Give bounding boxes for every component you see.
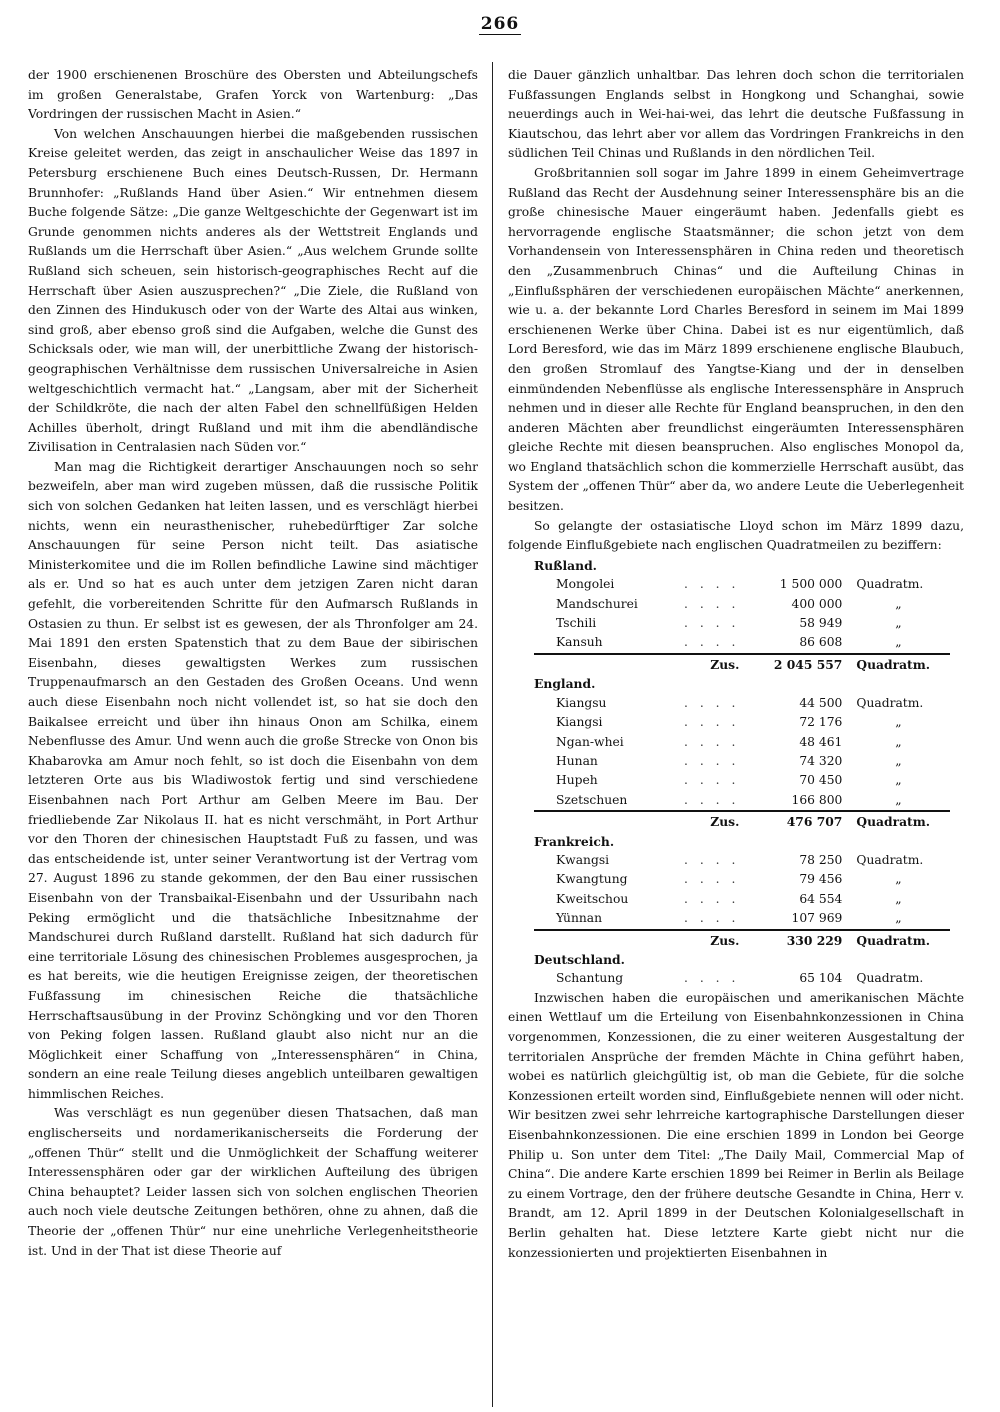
- total-row: [534, 811, 950, 831]
- table-row: [534, 694, 950, 713]
- ditto-mark: „: [895, 872, 902, 887]
- region-header-row: [534, 950, 950, 969]
- region-name: Frankreich.: [534, 833, 615, 849]
- province-name: Tschili: [556, 616, 597, 631]
- leader-dots: . . . .: [684, 734, 740, 749]
- total-row: [534, 930, 950, 950]
- region-header-row: [534, 674, 950, 693]
- ditto-mark: „: [895, 891, 902, 906]
- area-value: 107 969: [791, 911, 843, 926]
- area-value: 64 554: [799, 891, 843, 906]
- paragraph: der 1900 erschienenen Broschüre des Obersten und Abteilungschefs im großen Generalstabe, Grafen Yorck von Wartenburg: „Das Vordringen der russischen Macht in Asien.“: [28, 68, 478, 122]
- area-value: 1 500 000: [779, 577, 843, 592]
- province-name: Hupeh: [556, 773, 598, 788]
- influence-areas-table: [534, 556, 950, 989]
- region-name: England.: [534, 676, 596, 692]
- leader-dots: . . . .: [684, 753, 740, 768]
- area-value: 72 176: [799, 715, 843, 730]
- table-row: [534, 890, 950, 909]
- area-value: 70 450: [799, 773, 843, 788]
- ditto-mark: „: [895, 911, 902, 926]
- table-row: [534, 870, 950, 889]
- right-column: [508, 66, 964, 1406]
- unit-label: Quadratm.: [856, 971, 924, 986]
- region-name: Deutschland.: [534, 951, 625, 967]
- province-name: Kiangsi: [556, 715, 603, 730]
- table-row: [534, 771, 950, 790]
- paragraph: Großbritannien soll sogar im Jahre 1899 in einem Geheimvertrage Rußland das Recht der Ausdehnung seiner Interessensphäre bis an die große chinesische Mauer eingeräumt haben. Jedenfalls giebt es hervorragende englische Staatsmänner; die schon jetzt von dem Vorhandensein von Interessensphären in China reden und theoretisch den „Zusammenbruch Chinas“ und die Aufteilung Chinas in „Einflußsphären der verschiedenen europäischen Mächte“ anerkennen, wie u. a. der bekannte Lord Charles Beresford in seinem im Mai 1899 erschienenen Werke über China. Dabei ist es nur eigentümlich, daß Lord Beresford, wie das im März 1899 erschienene englische Blaubuch, den großen Stromlauf des Yangtse-Kiang und der in denselben einmündenden Nebenflüsse als englische Interessensphäre in Anspruch nehmen und in dieser alle Rechte für England beanspruchen, in den den anderen Mächten aber freundlichst eingeräumten Interessensphären gleiche Rechte mit diesen beanspruchen. Also englisches Monopol da, wo England thatsächlich schon die kommerzielle Herrschaft ausübt, das System der „offenen Thür“ aber da, wo andere Leute die Ueberlegenheit besitzen.: [508, 165, 964, 514]
- area-value: 86 608: [799, 635, 843, 650]
- left-column: [28, 66, 478, 1406]
- leader-dots: . . . .: [684, 596, 740, 611]
- table-row: [534, 633, 950, 653]
- page-number: 266: [480, 14, 520, 34]
- area-value: 166 800: [791, 792, 843, 807]
- leader-dots: . . . .: [684, 792, 740, 807]
- unit-label: Quadratm.: [856, 577, 924, 592]
- leader-dots: . . . .: [684, 773, 740, 788]
- paragraph: Man mag die Richtigkeit derartiger Anschauungen noch so sehr bezweifeln, aber man wird zugeben müssen, daß die russische Politik sich von solchen Gedanken hat leiten lassen, und es verschlägt hierbei nichts, wenn ein neurasthenischer, ruhebedürftiger Zar solche Anschauungen für seine Person nicht teilt. Das asiatische Ministerkomitee und die im Rollen befindliche Lawine sind mächtiger als er. Und so hat es auch unter dem jetzigen Zaren nicht daran gefehlt, die vorbereitenden Schritte für den Aufmarsch Rußlands in Ostasien zu thun. Er selbst ist es gewesen, der als Thronfolger am 24. Mai 1891 den ersten Spatenstich that zu dem Baue der sibirischen Eisenbahn, dieses gewaltigsten Werkes zum russischen Truppenaufmarsch an den Gestaden des Großen Oceans. Und wenn auch diese Eisenbahn noch nicht vollendet ist, so hat sie doch den Baikalsee erreicht und über ihn hinaus Onon am Schilka, einem Nebenflusse des Amur. Und wenn auch die große Strecke von Onon bis Khabarovka am Amur noch fehlt, so ist doch die Eisenbahn von dem letzteren Orte aus bis Wladiwostok fertig und sind verschiedene Eisenbahnen nach Port Arthur am Gelben Meere im Bau. Der friedliebende Zar Nikolaus II. hat es nicht verschmäht, in Port Arthur vor den Thoren der chinesischen Hauptstadt Fuß zu fassen, und was das entscheidende ist, unter seiner Verantwortung ist der Vertrag vom 27. August 1896 zu stande gekommen, der den Bau einer russischen Eisenbahn von der Transbaikal-Eisenbahn und der Ussuribahn nach Peking ermöglicht und die thatsächliche Inbesitznahme der Mandschurei durch Rußland darstellt. Rußland hat sich dadurch für eine territoriale Lösung des chinesischen Problemes ausgesprochen, ja es hat bereits, wie die heutigen Ereignisse zeigen, der theoretischen Fußfassung im chinesischen Reiche die thatsächliche Herrschaftsausübung in der Provinz Schöngking und vor den Thoren von Peking folgen lassen. Rußland glaubt also nicht nur an die Möglichkeit einer Schaffung von „Interessensphären“ in China, sondern an eine reale Teilung dieses angeblich unteilbaren gewaltigen himmlischen Reiches.: [28, 459, 478, 1101]
- leader-dots: . . . .: [684, 616, 740, 631]
- province-name: Yünnan: [556, 911, 603, 926]
- province-name: Mongolei: [556, 577, 615, 592]
- ditto-mark: „: [895, 715, 902, 730]
- column-divider: [492, 62, 493, 1407]
- province-name: Kwangtung: [556, 872, 628, 887]
- table-row: [534, 851, 950, 870]
- leader-dots: . . . .: [684, 872, 740, 887]
- total-label: Zus.: [534, 654, 743, 674]
- unit-label: Quadratm.: [846, 930, 950, 950]
- ditto-mark: „: [895, 635, 902, 650]
- paragraph: Von welchen Anschauungen hierbei die maßgebenden russischen Kreise geleitet werden, das zeigt in anschaulicher Weise das 1897 in Petersburg erschienene Buch eines Deutsch-Russen, Dr. Hermann Brunnhofer: „Rußlands Hand über Asien.“ Wir entnehmen diesem Buche folgende Sätze: „Die ganze Weltgeschichte der Gegenwart ist im Grunde genommen nichts anderes als der Wettstreit Englands und Rußlands um die Herrschaft über Asien.“ „Aus welchem Grunde sollte Rußland sich scheuen, sein historisch-geographisches Recht auf die Herrschaft über Asien auszusprechen?“ „Die Ziele, die Rußland von den Zinnen des Hindukusch oder von der Warte des Altai aus winken, sind groß, aber ebenso groß sind die Aufgaben, welche die Gunst des Schicksals oder, wie man will, der unerbittliche Zwang der historisch-geographischen Verhältnisse dem russischen Universalreiche in Asien weltgeschichtlich vermacht hat.“ „Langsam, aber mit der Sicherheit der Schildkröte, die nach der alten Fabel den schnellfüßigen Helden Achilles überholt, dringt Rußland und mit ihm die abendländische Zivilisation in Centralasien nach Süden vor.“: [28, 126, 478, 455]
- leader-dots: . . . .: [684, 577, 740, 592]
- area-value: 58 949: [799, 616, 843, 631]
- leader-dots: . . . .: [684, 695, 740, 710]
- leader-dots: . . . .: [684, 635, 740, 650]
- province-name: Kweitschou: [556, 891, 629, 906]
- total-value: 330 229: [743, 930, 846, 950]
- area-value: 79 456: [799, 872, 843, 887]
- leader-dots: . . . .: [684, 891, 740, 906]
- unit-label: Quadratm.: [856, 695, 924, 710]
- unit-label: Quadratm.: [846, 811, 950, 831]
- leader-dots: . . . .: [684, 971, 740, 986]
- area-value: 74 320: [799, 753, 843, 768]
- region-header-row: [534, 556, 950, 575]
- ditto-mark: „: [895, 773, 902, 788]
- province-name: Kiangsu: [556, 695, 607, 710]
- total-label: Zus.: [534, 811, 743, 831]
- leader-dots: . . . .: [684, 715, 740, 730]
- region-header-row: [534, 832, 950, 851]
- table-row: [534, 909, 950, 929]
- leader-dots: . . . .: [684, 852, 740, 867]
- total-value: 2 045 557: [743, 654, 846, 674]
- table-row: [534, 595, 950, 614]
- table-row: [534, 752, 950, 771]
- province-name: Ngan-whei: [556, 734, 624, 749]
- table-row: [534, 614, 950, 633]
- area-value: 65 104: [799, 971, 843, 986]
- area-value: 48 461: [799, 734, 843, 749]
- ditto-mark: „: [895, 792, 902, 807]
- total-label: Zus.: [534, 930, 743, 950]
- region-name: Rußland.: [534, 557, 597, 573]
- unit-label: Quadratm.: [846, 654, 950, 674]
- total-value: 476 707: [743, 811, 846, 831]
- leader-dots: . . . .: [684, 911, 740, 926]
- area-value: 44 500: [799, 695, 843, 710]
- table-row: [534, 733, 950, 752]
- province-name: Kansuh: [556, 635, 603, 650]
- province-name: Schantung: [556, 971, 624, 986]
- area-value: 400 000: [791, 596, 843, 611]
- table-row: [534, 969, 950, 988]
- table-row: [534, 575, 950, 594]
- paragraph: Was verschlägt es nun gegenüber diesen Thatsachen, daß man englischerseits und nordamerikanischerseits die Forderung der „offenen Thür“ stellt und die Unmöglichkeit der Schaffung weiterer Interessensphären oder gar der wirklichen Aufteilung des übrigen China behauptet? Leider lassen sich von solchen englischen Theorien auch noch viele deutsche Zeitungen bethören, ohne zu ahnen, daß die Theorie der „offenen Thür“ nur eine unehrliche Verlegenheitstheorie ist. Und in der That ist diese Theorie auf: [28, 1106, 478, 1258]
- province-name: Hunan: [556, 753, 598, 768]
- ditto-mark: „: [895, 753, 902, 768]
- table-row: [534, 713, 950, 732]
- area-value: 78 250: [799, 852, 843, 867]
- ditto-mark: „: [895, 734, 902, 749]
- total-row: [534, 654, 950, 674]
- province-name: Mandschurei: [556, 596, 638, 611]
- paragraph: die Dauer gänzlich unhaltbar. Das lehren doch schon die territorialen Fußfassungen Englands selbst in Hongkong und Schanghai, sowie neuerdings auch in Wei-hai-wei, das lehrt die deutsche Fußfassung in Kiautschou, das lehrt aber vor allem das Vordringen Frankreichs in den südlichen Teil Chinas und Rußlands in den nördlichen Teil.: [508, 68, 964, 161]
- ditto-mark: „: [895, 596, 902, 611]
- province-name: Szetschuen: [556, 792, 628, 807]
- table-row: [534, 791, 950, 811]
- province-name: Kwangsi: [556, 852, 610, 867]
- unit-label: Quadratm.: [856, 852, 924, 867]
- paragraph: Inzwischen haben die europäischen und amerikanischen Mächte einen Wettlauf um die Erteilung von Eisenbahnkonzessionen in China vorgenommen, Konzessionen, die zu einer weiteren Ausgestaltung der territorialen Ansprüche der fremden Mächte in China geführt haben, wobei es natürlich gleichgültig ist, ob man die Gebiete, für die solche Konzessionen erteilt worden sind, Einflußgebiete nennen will oder nicht. Wir besitzen zwei sehr lehrreiche kartographische Darstellungen dieser Eisenbahnkonzessionen. Die eine erschien 1899 in London bei George Philip u. Son unter dem Titel: „The Daily Mail, Commercial Map of China“. Die andere Karte erschien 1899 bei Reimer in Berlin als Beilage zu einem Vortrage, den der frühere deutsche Gesandte in China, Herr v. Brandt, am 12. April 1899 in der Deutschen Kolonialgesellschaft in Berlin gehalten hat. Diese letztere Karte giebt nicht nur die konzessionierten und projektierten Eisenbahnen in: [508, 990, 964, 1260]
- ditto-mark: „: [895, 616, 902, 631]
- paragraph: So gelangte der ostasiatische Lloyd schon im März 1899 dazu, folgende Einflußgebiete nach englischen Quadratmeilen zu beziffern:: [508, 518, 964, 553]
